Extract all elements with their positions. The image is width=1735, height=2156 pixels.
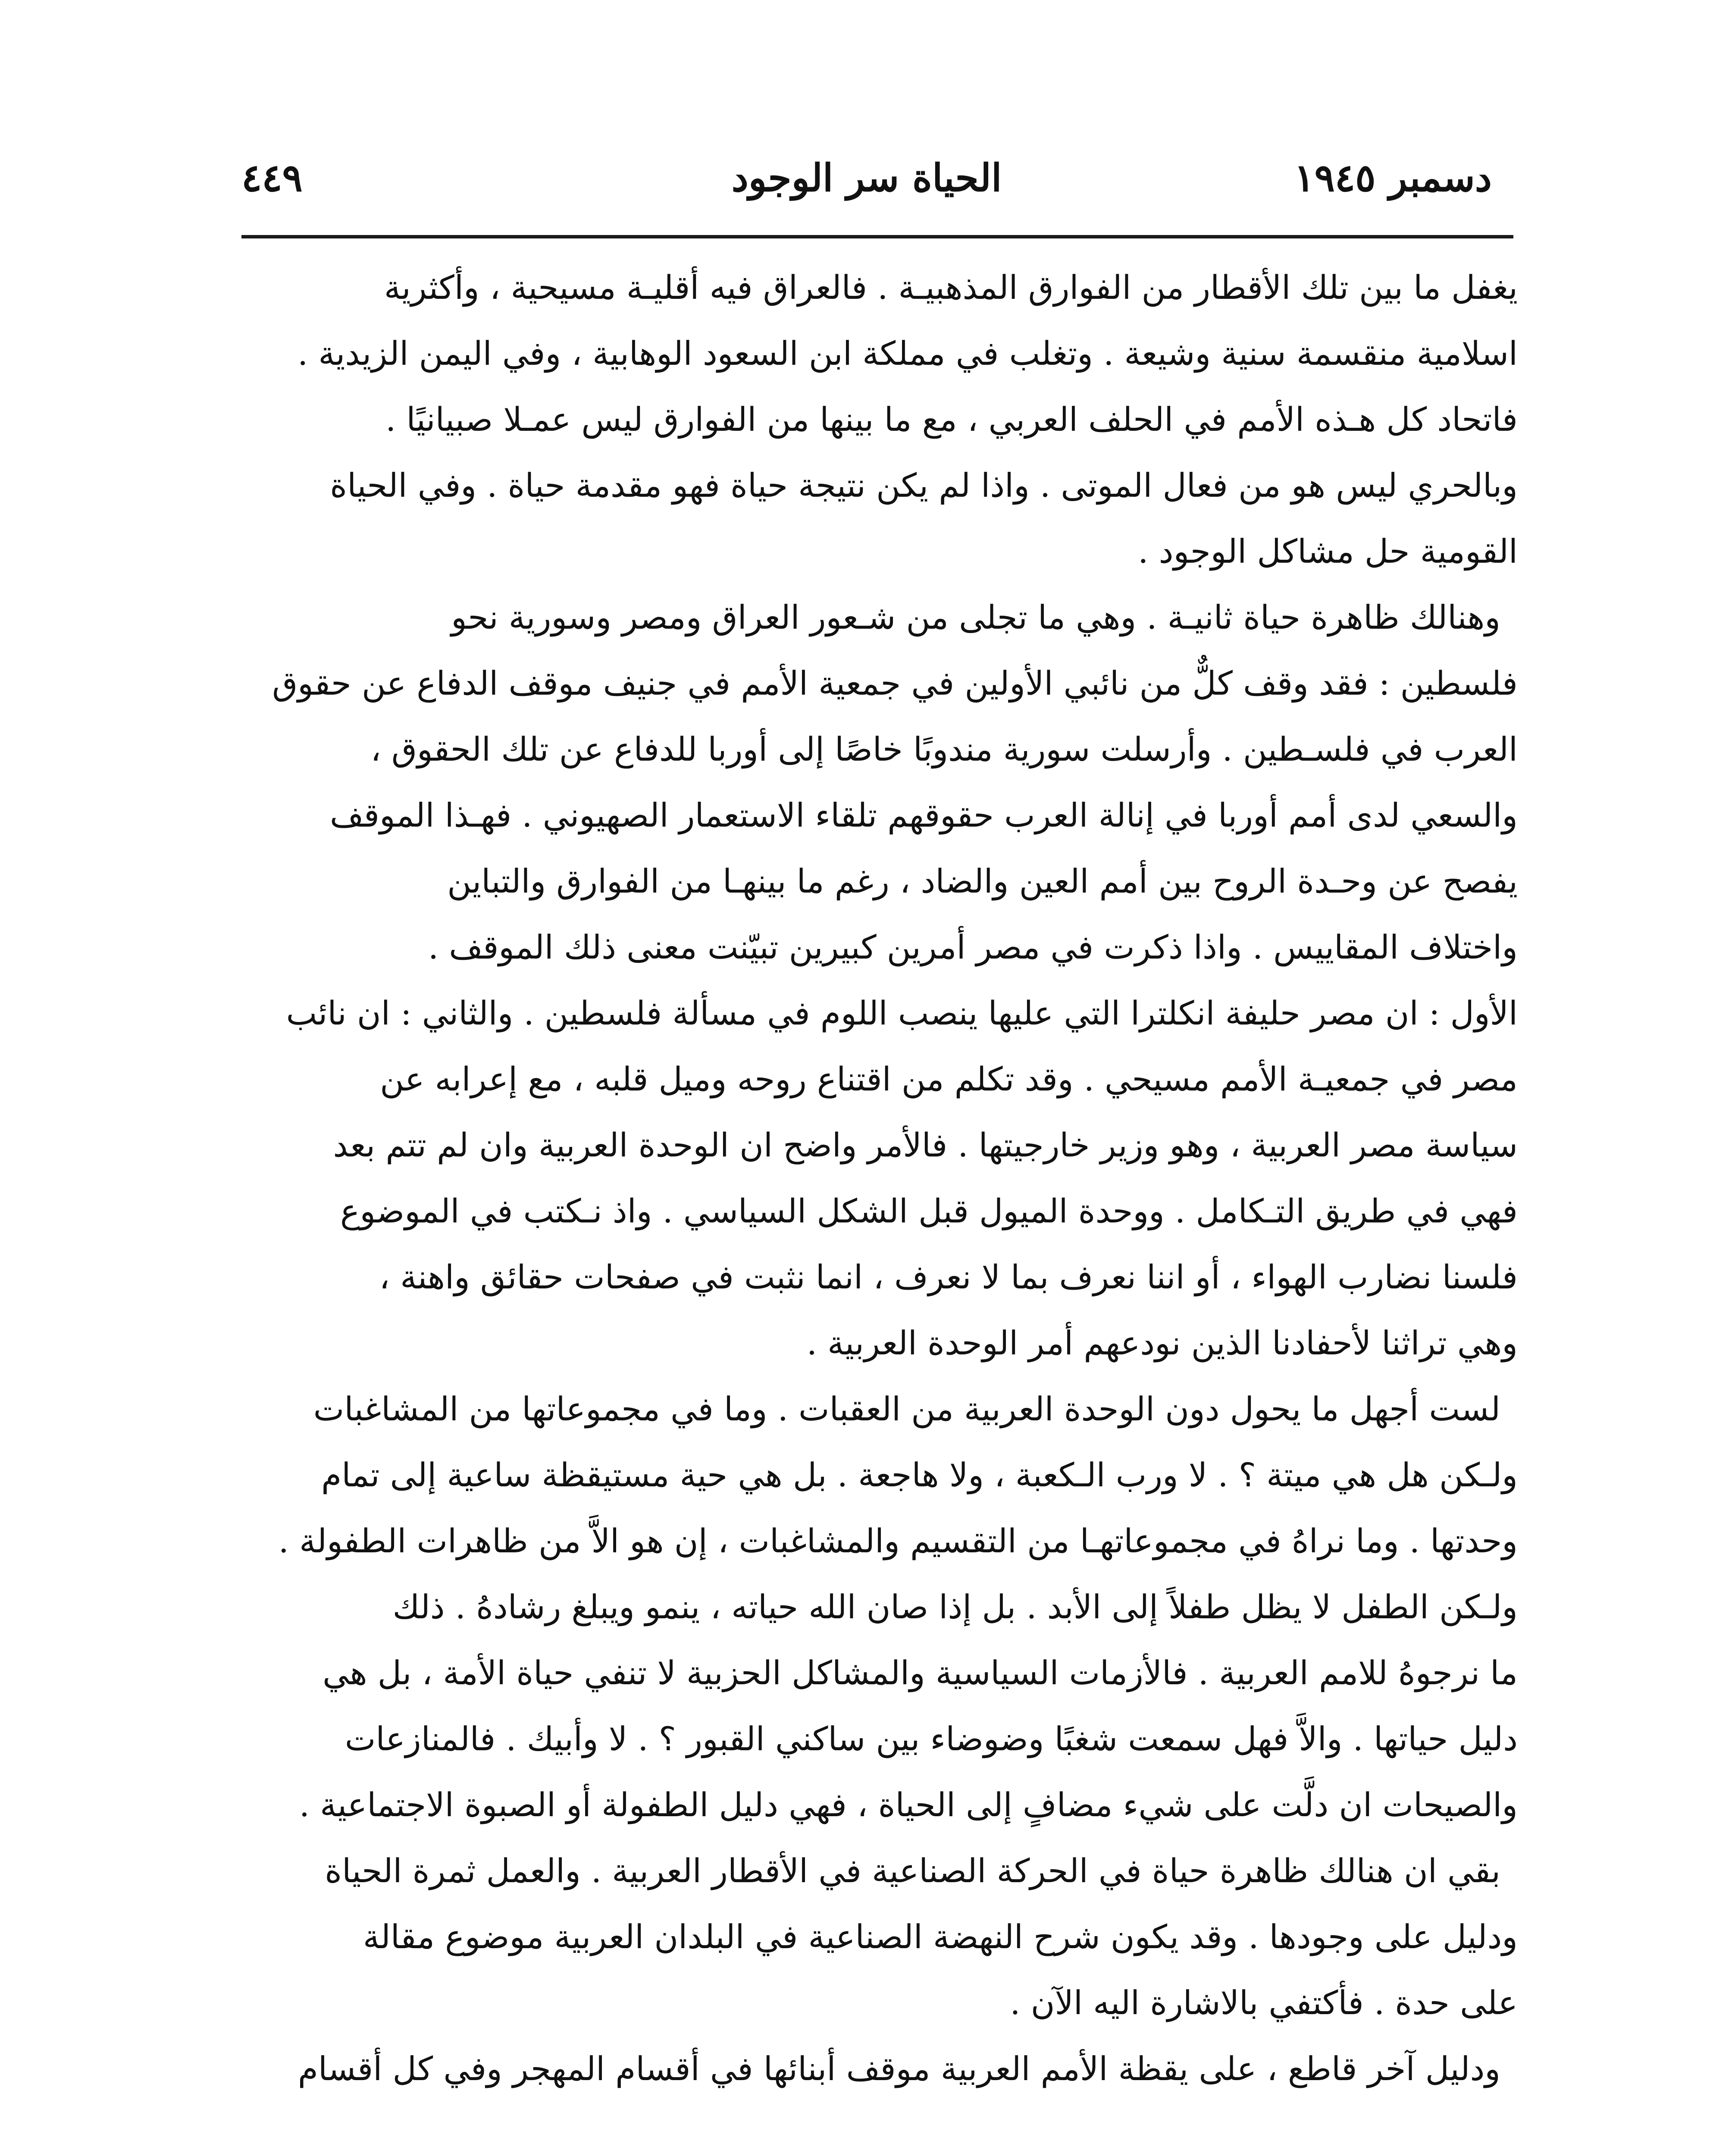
text-line: ودليل على وجودها . وقد يكون شرح النهضة الصناعية في البلدان العربية موضوع مقالة	[363, 1918, 1518, 1956]
text-line: وبالحري ليس هو من فعال الموتى . واذا لم يكن نتيجة حياة فهو مقدمة حياة . وفي الحياة	[330, 466, 1518, 505]
paragraph	[241, 1838, 1518, 2036]
text-line: سياسة مصر العربية ، وهو وزير خارجيتها . فالأمر واضح ان الوحدة العربية وان لم تتم بعد	[333, 1126, 1518, 1164]
text-line: والسعي لدى أمم أوربا في إنالة العرب حقوقهم تلقاء الاستعمار الصهيوني . فهـذا الموقف	[330, 796, 1518, 834]
header-page-number: ٤٤٩	[241, 155, 303, 200]
paragraph	[241, 584, 1518, 1376]
text-line: ودليل آخر قاطع ، على يقظة الأمم العربية موقف أبنائها في أقسام المهجر وفي كل أقسام	[298, 2049, 1500, 2088]
text-line: على حدة . فأكتفي بالاشارة اليه الآن .	[1010, 1984, 1518, 2022]
text-line: يغفل ما بين تلك الأقطار من الفوارق المذهبيـة . فالعراق فيه أقليـة مسيحية ، وأكثرية	[384, 268, 1518, 307]
text-line: وهي تراثنا لأحفادنا الذين نودعهم أمر الوحدة العربية .	[806, 1324, 1518, 1362]
text-line: القومية حل مشاكل الوجود .	[1138, 532, 1518, 570]
paragraph	[241, 2036, 1518, 2102]
text-line: واختلاف المقاييس . واذا ذكرت في مصر أمرين كبيرين تبيّنت معنى ذلك الموقف .	[428, 928, 1518, 966]
text-line: مصر في جمعيـة الأمم مسيحي . وقد تكلم من اقتناع روحه وميل قلبه ، مع إعرابه عن	[380, 1060, 1518, 1098]
text-line: وهنالك ظاهرة حياة ثانيـة . وهي ما تجلى من شـعور العراق ومصر وسورية نحو	[451, 598, 1500, 636]
paragraph	[241, 1376, 1518, 1838]
text-line: فلسنا نضارب الهواء ، أو اننا نعرف بما لا نعرف ، انما نثبت في صفحات حقائق واهنة ،	[379, 1258, 1518, 1296]
text-line: ولـكن الطفل لا يظل طفلاً إلى الأبد . بل إذا صان الله حياته ، ينمو ويبلغ رشادهُ . ذلك	[392, 1588, 1518, 1626]
text-line: ولـكن هل هي ميتة ؟ . لا ورب الـكعبة ، ولا هاجعة . بل هي حية مستيقظة ساعية إلى تمام	[321, 1456, 1518, 1494]
page-header	[241, 155, 1492, 220]
text-line: الأول : ان مصر حليفة انكلترا التي عليها ينصب اللوم في مسألة فلسطين . والثاني : ان نائب	[286, 994, 1518, 1032]
text-line: لست أجهل ما يحول دون الوحدة العربية من العقبات . وما في مجموعاتها من المشاغبات	[313, 1390, 1500, 1428]
text-line: اسلامية منقسمة سنية وشيعة . وتغلب في مملكة ابن السعود الوهابية ، وفي اليمن الزيدية .	[298, 334, 1518, 373]
text-line: يفصح عن وحـدة الروح بين أمم العين والضاد ، رغم ما بينهـا من الفوارق والتباين	[447, 862, 1518, 900]
text-line: بقي ان هنالك ظاهرة حياة في الحركة الصناعية في الأقطار العربية . والعمل ثمرة الحياة	[325, 1852, 1500, 1890]
header-title: الحياة سر الوجود	[731, 155, 1002, 200]
paragraph	[241, 254, 1518, 584]
text-line: ما نرجوهُ للامم العربية . فالأزمات السياسية والمشاكل الحزبية لا تنفي حياة الأمة ، بل هي	[323, 1654, 1518, 1692]
text-line: دليل حياتها . والاَّ فهل سمعت شغبًا وضوضاء بين ساكني القبور ؟ . لا وأبيك . فالمنازعات	[344, 1720, 1518, 1758]
text-line: والصيحات ان دلَّت على شيء مضافٍ إلى الحياة ، فهي دليل الطفولة أو الصبوة الاجتماعية .	[299, 1786, 1518, 1824]
text-line: فهي في طريق التـكامل . ووحدة الميول قبل الشكل السياسي . واذ نـكتب في الموضوع	[340, 1192, 1518, 1230]
text-line: فاتحاد كل هـذه الأمم في الحلف العربي ، مع ما بينها من الفوارق ليس عمـلا صبيانيًا .	[385, 400, 1518, 439]
text-line: فلسطين : فقد وقف كلٌّ من نائبي الأولين في جمعية الأمم في جنيف موقف الدفاع عن حقوق	[272, 664, 1518, 702]
article-body	[241, 254, 1518, 2102]
text-line: العرب في فلسـطين . وأرسلت سورية مندوبًا خاصًا إلى أوربا للدفاع عن تلك الحقوق ،	[370, 730, 1518, 768]
header-date: دسمبر ١٩٤٥	[1294, 155, 1492, 200]
text-line: وحدتها . وما نراهُ في مجموعاتهـا من التقسيم والمشاغبات ، إن هو الاَّ من ظاهرات الطفولة .	[278, 1522, 1518, 1560]
header-rule	[241, 235, 1513, 238]
